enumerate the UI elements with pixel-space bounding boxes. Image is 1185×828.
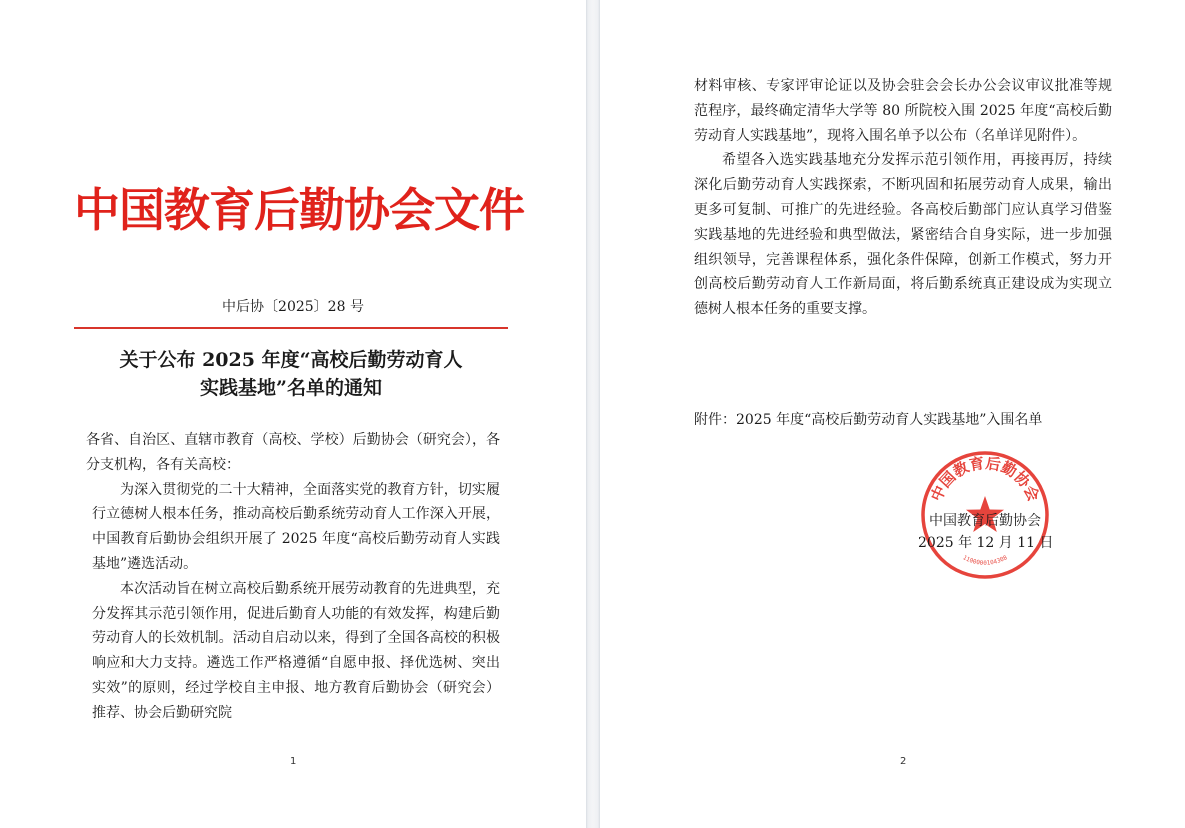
signature-block — [918, 510, 1052, 554]
attachment-note: 附件：2025 年度“高校后勤劳动育人实践基地”入围名单 — [694, 412, 1043, 428]
svg-text:1100000104308 — [962, 554, 1009, 567]
seal-text: 中国教育后勤协会 — [927, 454, 1043, 504]
body-paragraph: 希望各入选实践基地充分发挥示范引领作用，再接再厉，持续深化后勤劳动育人实践探索，不断巩固和拓展劳动育人成果，输出更多可复制、可推广的先进经验。各高校后勤部门应认真学习借鉴实践基地的先进经验和典型做法，紧密结合自身实际，进一步加强组织领导，完善课程体系，强化条件保障，创新工作模式，努力开创高校后勤劳动育人工作新局面，将后勤系统真正建设成为实现立德树人根本任务的重要支撑。 — [694, 152, 1112, 318]
page-1-body — [86, 428, 500, 726]
page-2-body — [694, 74, 1112, 322]
document-masthead: 中国教育后勤协会文件 — [74, 183, 524, 237]
body-paragraph: 为深入贯彻党的二十大精神，全面落实党的教育方针，切实履行立德树人根本任务，推动高校后勤系统劳动育人工作深入开展，中国教育后勤协会组织开展了 2025 年度“高校后勤劳动育人实践基地”遴选活动。 — [92, 481, 500, 572]
page-gutter — [586, 0, 600, 828]
body-paragraph: 本次活动旨在树立高校后勤系统开展劳动教育的先进典型，充分发挥其示范引领作用，促进后勤育人功能的有效发挥，构建后勤劳动育人的长效机制。活动自启动以来，得到了全国各高校的积极响应和大力支持。遴选工作严格遵循“自愿申报、择优选树、突出实效”的原则，经过学校自主申报、地方教育后勤协会（研究会）推荐、协会后勤研究院 — [92, 580, 500, 721]
page-number-1: 1 — [290, 756, 297, 767]
document-number: 中后协〔2025〕28 号 — [222, 299, 364, 315]
seal-code: 1100000104308 — [961, 554, 1009, 567]
signing-date: 2025 年 12 月 11 日 — [918, 535, 1054, 551]
signer-organization: 中国教育后勤协会 — [929, 513, 1041, 529]
page-number-2: 2 — [900, 756, 907, 767]
document-title — [74, 346, 508, 402]
body-paragraph: 材料审核、专家评审论证以及协会驻会会长办公会议审议批准等规范程序，最终确定清华大学等 80 所院校入围 2025 年度“高校后勤劳动育人实践基地”，现将入围名单予以公布（名单详见附件）。 — [694, 78, 1112, 144]
title-line-1: 关于公布 2025 年度“高校后勤劳动育人 — [119, 349, 463, 371]
salutation: 各省、自治区、直辖市教育（高校、学校）后勤协会（研究会），各分支机构，各有关高校： — [86, 432, 500, 473]
title-line-2: 实践基地”名单的通知 — [200, 377, 382, 399]
red-separator-line — [74, 327, 508, 329]
